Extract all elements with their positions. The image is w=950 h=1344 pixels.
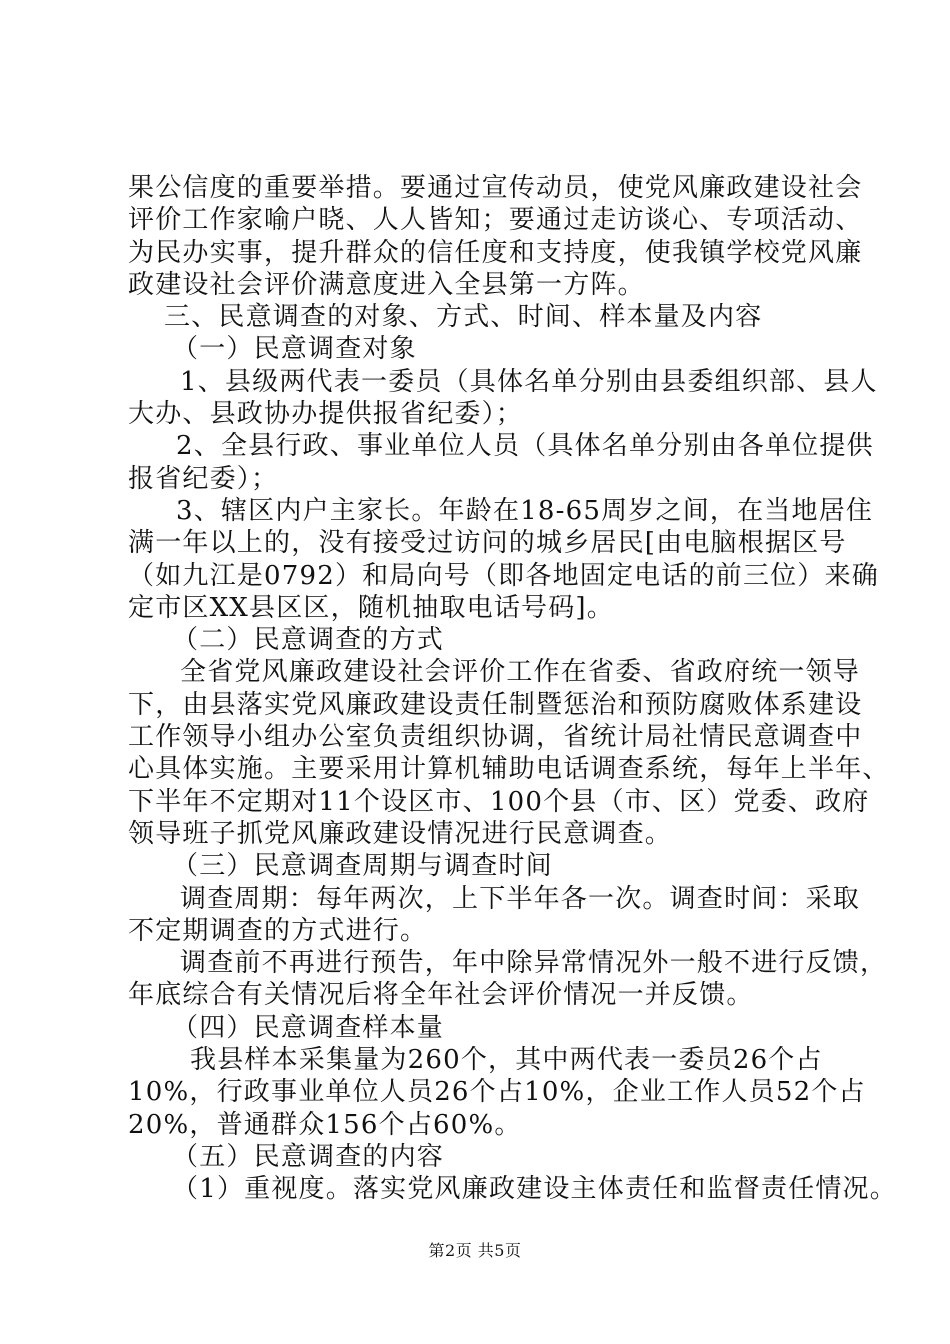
text-line: 报省纪委）； (128, 463, 279, 494)
text-line: 10%，行政事业单位人员26个占10%，企业工作人员52个占 (128, 1077, 866, 1108)
text-line: （一）民意调查对象 (172, 334, 417, 365)
text-line: 调查周期：每年两次，上下半年各一次。调查时间：采取 (180, 883, 861, 914)
text-line: 20%，普通群众156个占60%。 (128, 1109, 522, 1140)
page-footer: 第2页 共5页 (428, 1241, 522, 1260)
text-line: 果公信度的重要举措。要通过宣传动员，使党风廉政建设社会 (128, 173, 863, 203)
text-line: 大办、县政协办提供报省纪委）； (128, 399, 524, 430)
text-line: 全省党风廉政建设社会评价工作在省委、省政府统一领导 (180, 657, 861, 688)
text-line: 我县样本采集量为260个，其中两代表一委员26个占 (190, 1045, 823, 1076)
text-line: 下半年不定期对11个设区市、100个县（市、区）党委、政府 (128, 786, 870, 817)
text-line: 下，由县落实党风廉政建设责任制暨惩治和预防腐败体系建设 (128, 689, 863, 720)
text-line: 1、县级两代表一委员（具体名单分别由县委组织部、县人 (180, 366, 878, 397)
text-line: 领导班子抓党风廉政建设情况进行民意调查。 (128, 818, 673, 849)
text-line: （五）民意调查的内容 (172, 1141, 445, 1172)
text-line: （三）民意调查周期与调查时间 (172, 851, 553, 882)
text-line: （四）民意调查样本量 (172, 1012, 445, 1043)
text-line: 年底综合有关情况后将全年社会评价情况一并反馈。 (128, 980, 754, 1011)
document-body (128, 172, 897, 1206)
text-line: 为民办实事，提升群众的信任度和支持度，使我镇学校党风廉 (128, 237, 863, 268)
text-line: 不定期调查的方式进行。 (128, 915, 428, 946)
text-line: （二）民意调查的方式 (172, 625, 445, 656)
text-line: 三、民意调查的对象、方式、时间、样本量及内容 (164, 302, 763, 333)
text-line: 政建设社会评价满意度进入全县第一方阵。 (128, 269, 645, 300)
text-line: 评价工作家喻户晓、人人皆知；要通过走访谈心、专项活动、 (128, 205, 863, 236)
text-line: 工作领导小组办公室负责组织协调，省统计局社情民意调查中 (128, 722, 863, 753)
text-line: 满一年以上的，没有接受过访问的城乡居民[由电脑根据区号 (128, 528, 847, 559)
text-line: 3、辖区内户主家长。年龄在18-65周岁之间，在当地居住 (176, 495, 874, 526)
text-line: 2、全县行政、事业单位人员（具体名单分别由各单位提供 (176, 431, 874, 462)
text-line: 定市区XX县区区，随机抽取电话号码]。 (128, 592, 614, 623)
text-line: （如九江是0792）和局向号（即各地固定电话的前三位）来确 (128, 560, 879, 591)
text-line: 心具体实施。主要采用计算机辅助电话调查系统，每年上半年、 (128, 754, 890, 785)
text-line: （1）重视度。落实党风廉政建设主体责任和监督责任情况。 (172, 1174, 897, 1205)
text-line: 调查前不再进行预告，年中除异常情况外一般不进行反馈， (180, 948, 888, 979)
